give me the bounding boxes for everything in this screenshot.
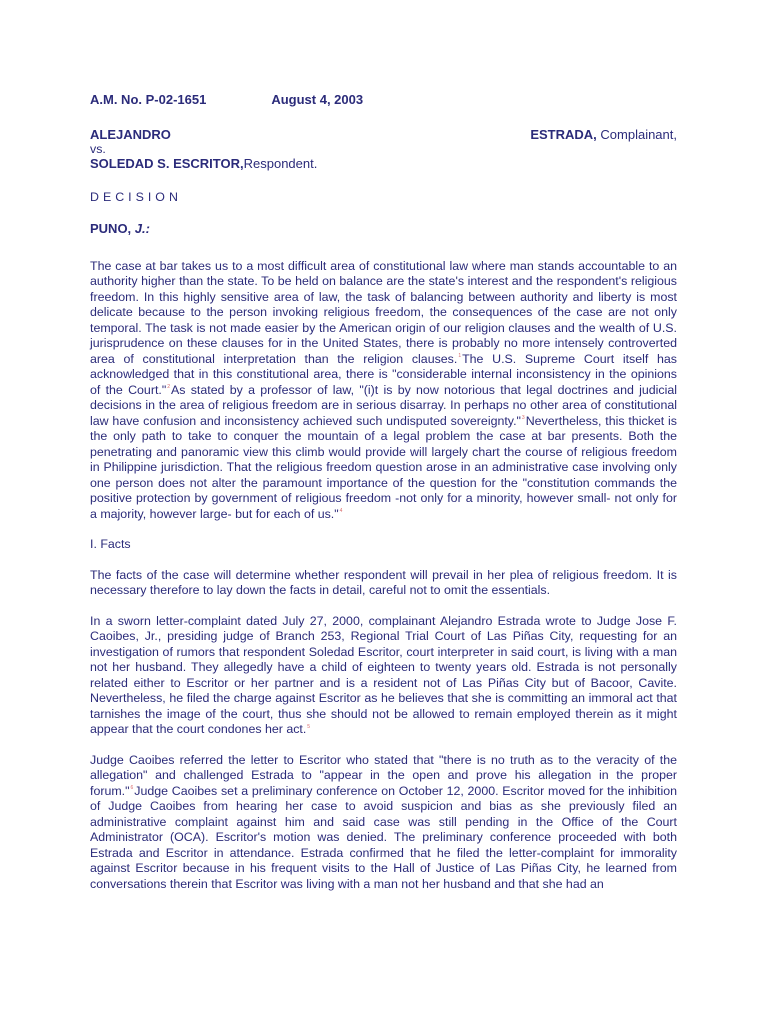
section-heading-facts: I. Facts bbox=[90, 537, 131, 551]
paragraph-introduction bbox=[90, 259, 677, 523]
paragraph-complaint bbox=[90, 614, 677, 738]
paragraph-text: As stated by a professor of law, "(i)t is by now notorious that legal doctrines and judicial decisions in the area of religious freedom are in serious disarray. In perhaps no other area of constitutional law have confusion and inconsistency achieved such undisputed sovereignty." bbox=[90, 382, 677, 428]
respondent-line bbox=[90, 156, 677, 172]
ponente-name: PUNO, bbox=[90, 221, 135, 236]
case-header bbox=[90, 92, 677, 108]
case-parties bbox=[90, 127, 677, 172]
paragraph-text: The case at bar takes us to a most difficult area of constitutional law where man stands accountable to an authority higher than the state. To be held on balance are the state's interest and the respondent's religious freedom. In this highly sensitive area of law, the task of balancing between authority and liberty is most delicate because to the person invoking religious freedom, the consequences of the case are not only temporal. The task is not made easier by the American origin of our religion clauses and the wealth of U.S. jurisprudence on these clauses for in the United States, there is probably no more intensely controverted area of constitutional interpretation than the religion clauses. bbox=[90, 258, 677, 366]
respondent-name: SOLEDAD S. ESCRITOR, bbox=[90, 156, 244, 171]
footnote-link[interactable]: 4 bbox=[339, 508, 343, 515]
case-date: August 4, 2003 bbox=[271, 92, 364, 107]
footnote-link[interactable]: 1 bbox=[458, 353, 462, 360]
complainant-surname-role bbox=[530, 127, 677, 143]
paragraph-text: The U.S. Supreme Court itself has acknowledged that in this constitutional area, there is "considerable internal inconsistency in the opinions of the Court." bbox=[90, 351, 677, 397]
paragraph-text: In a sworn letter-complaint dated July 27, 2000, complainant Alejandro Estrada wrote to Judge Jose F. Caoibes, Jr., presiding judge of Branch 253, Regional Trial Court of Las Piñas City, requesting for an investigation of rumors that respondent Soledad Escritor, court interpreter in said court, is living with a man not her husband. They allegedly have a child of eighteen to twenty years old. Estrada is not personally related either to Escritor or her partner and is a resident not of Las Piñas City but of Bacoor, Cavite. Nevertheless, he filed the charge against Escritor as he believes that she is committing an immoral act that tarnishes the image of the court, thus she should not be allowed to remain employed therein as it might appear that the court condones her act. bbox=[90, 613, 677, 736]
versus-label: vs. bbox=[90, 142, 106, 156]
decision-label: DECISION bbox=[90, 189, 182, 204]
ponente-title: J.: bbox=[134, 221, 150, 236]
paragraph-text: Judge Caoibes referred the letter to Escritor who stated that "there is no truth as to the veracity of the allegation" and challenged Estrada to "appear in the open and prove his allegation in the proper forum." bbox=[90, 752, 677, 798]
footnote-link[interactable]: 6 bbox=[130, 785, 134, 792]
case-number: A.M. No. P-02-1651 bbox=[90, 92, 207, 107]
ponente bbox=[90, 221, 677, 237]
paragraph-facts-intro: The facts of the case will determine whether respondent will prevail in her plea of religious freedom. It is necessary therefore to lay down the facts in detail, careful not to omit the essentials. bbox=[90, 567, 677, 597]
footnote-link[interactable]: 3 bbox=[521, 415, 525, 422]
complainant-line bbox=[90, 127, 677, 143]
respondent-role: Respondent. bbox=[243, 156, 318, 171]
footnote-link[interactable]: 2 bbox=[167, 384, 171, 391]
complainant-surname: ESTRADA, bbox=[530, 126, 597, 142]
paragraph-text: Judge Caoibes set a preliminary conference on October 12, 2000. Escritor moved for the inhibition of Judge Caoibes from hearing her case to avoid suspicion and bias as she previously filed an administrative complaint against him and said case was still pending in the Office of the Court Administrator (OCA). Escritor's motion was denied. The preliminary conference proceeded with both Estrada and Escritor in attendance. Estrada confirmed that he filed the letter-complaint for immorality against Escritor because in his frequent visits to the Hall of Justice of Las Piñas City, he learned from conversations therein that Escritor was living with a man not her husband and that she had an bbox=[90, 783, 677, 891]
document-page bbox=[90, 92, 677, 907]
paragraph-referral bbox=[90, 753, 677, 893]
footnote-link[interactable]: 5 bbox=[307, 723, 311, 730]
paragraph-text: Nevertheless, this thicket is the only path to take to conquer the mountain of a legal problem the case at bar presents. Both the penetrating and panoramic view this climb would provide will largely chart the course of religious freedom in Philippine jurisdiction. That the religious freedom question arose in an administrative case involving only one person does not alter the paramount importance of the question for the "constitution commands the positive protection by government of religious freedom -not only for a minority, however small- not only for a majority, however large- but for each of us." bbox=[90, 413, 678, 521]
complainant-first-name: ALEJANDRO bbox=[90, 126, 171, 142]
complainant-role: Complainant, bbox=[596, 126, 677, 142]
